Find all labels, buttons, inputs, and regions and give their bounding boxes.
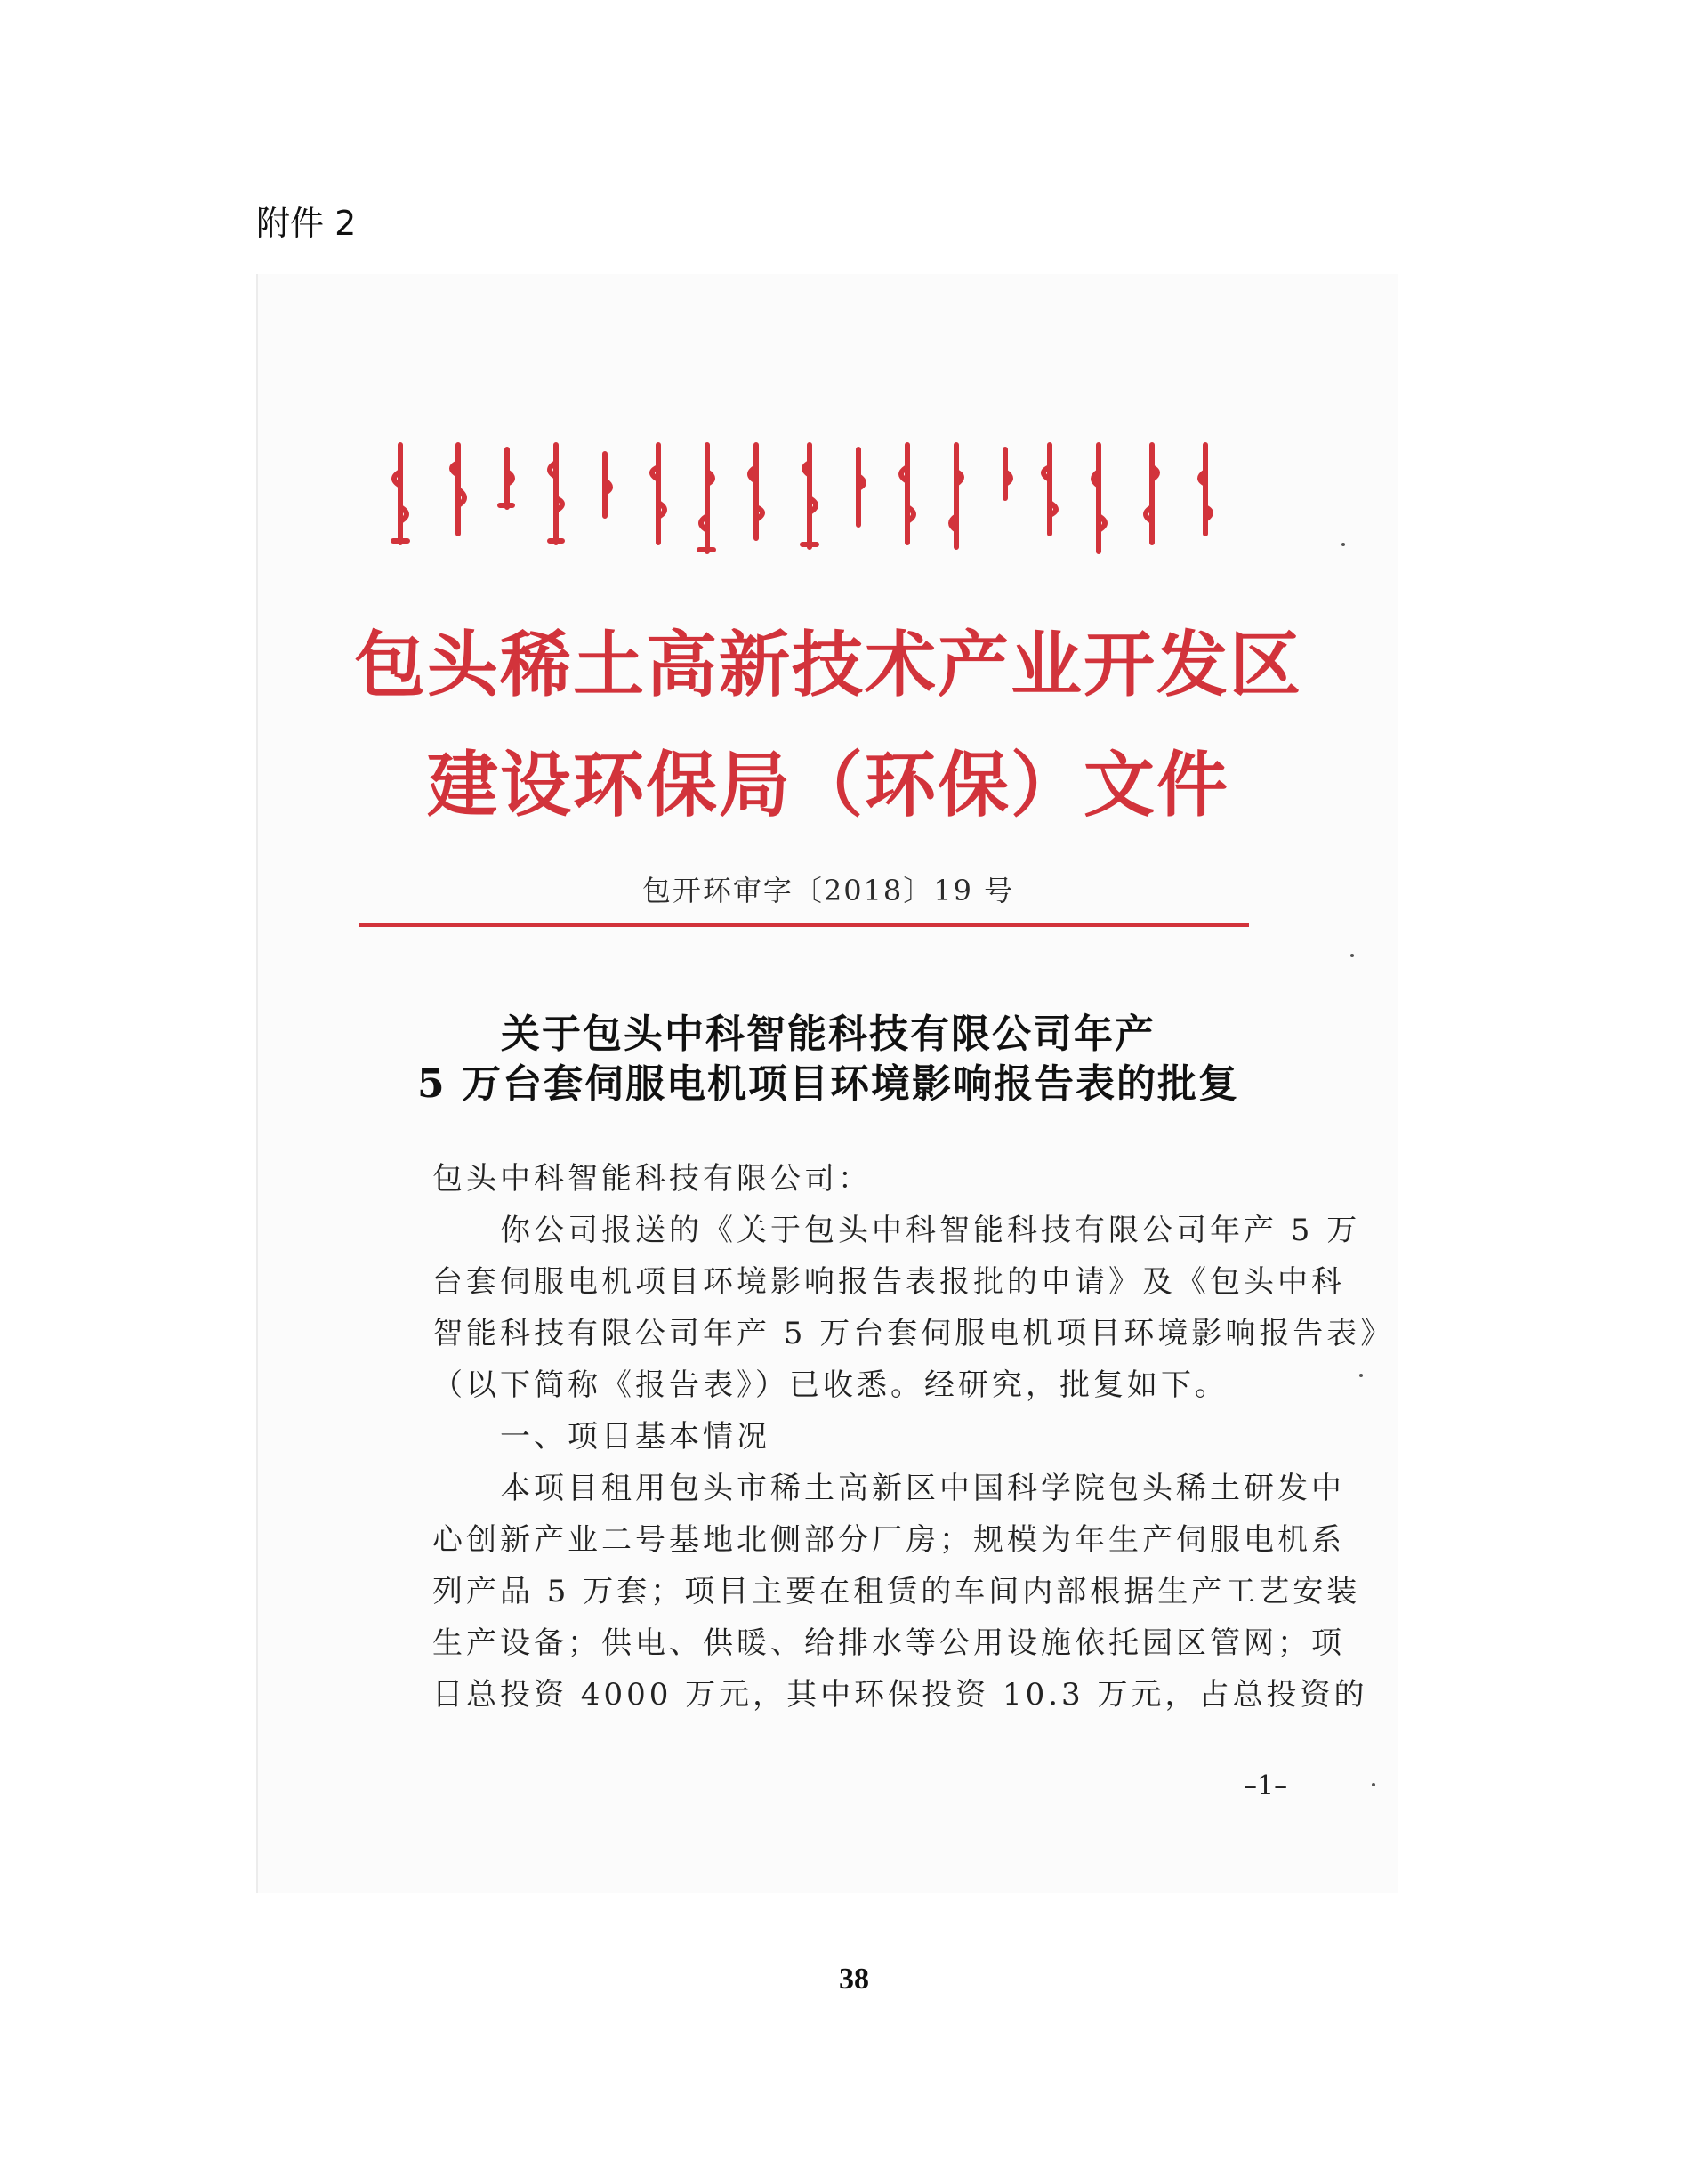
body-line: 智能科技有限公司年产 5 万台套伺服电机项目环境影响报告表》 <box>432 1316 1395 1351</box>
section-heading: 一、项目基本情况 <box>432 1419 770 1455</box>
red-divider-line <box>359 923 1249 927</box>
body-line: （以下简称《报告表》）已收悉。经研究，批复如下。 <box>432 1367 1229 1403</box>
document-number: 包开环审字〔2018〕19 号 <box>641 874 1015 907</box>
document-title-line-1: 关于包头中科智能科技有限公司年产 <box>501 1012 1156 1057</box>
scan-page-mark: –1– <box>1244 1770 1288 1802</box>
attachment-label: 附件 2 <box>256 204 357 243</box>
recipient-line: 包头中科智能科技有限公司： <box>432 1161 872 1197</box>
body-line: 台套伺服电机项目环境影响报告表报批的申请》及《包头中科 <box>432 1264 1345 1300</box>
scan-speck <box>1359 1374 1363 1377</box>
body-line: 列产品 5 万套；项目主要在租赁的车间内部根据生产工艺安装 <box>432 1574 1361 1609</box>
footer-page-number: 38 <box>839 1963 869 1996</box>
body-line: 生产设备；供电、供暖、给排水等公用设施依托园区管网；项 <box>432 1625 1345 1661</box>
mongolian-script-header-logo <box>374 436 1263 569</box>
document-title-line-2: 5 万台套伺服电机项目环境影响报告表的批复 <box>417 1061 1239 1107</box>
scanned-document-page <box>256 274 1398 1893</box>
body-line: 目总投资 4000 万元，其中环保投资 10.3 万元，占总投资的 <box>432 1677 1368 1713</box>
body-line: 你公司报送的《关于包头中科智能科技有限公司年产 5 万 <box>432 1213 1361 1248</box>
body-line: 心创新产业二号基地北侧部分厂房；规模为年生产伺服电机系 <box>432 1522 1345 1558</box>
scan-speck <box>1341 543 1345 546</box>
scan-speck <box>1350 954 1354 957</box>
scan-speck <box>1372 1783 1375 1786</box>
body-line: 本项目租用包头市稀土高新区中国科学院包头稀土研发中 <box>432 1471 1345 1506</box>
header-agency-line-2: 建设环保局（环保）文件 <box>427 743 1229 826</box>
header-agency-line-1: 包头稀土高新技术产业开发区 <box>354 623 1302 706</box>
